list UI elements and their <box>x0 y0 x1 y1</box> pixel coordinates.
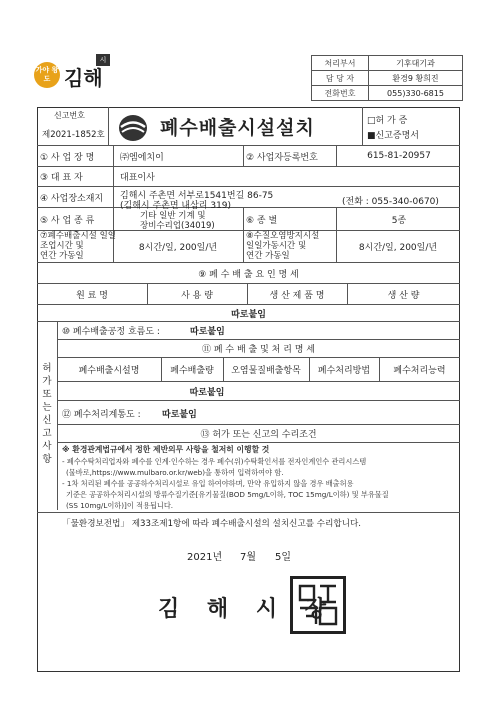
section10-label: ⑩ 폐수배출공정 흐름도 : <box>62 327 160 337</box>
phone-value: 055)330-6815 <box>369 86 463 101</box>
company-value: ㈜엠에치이 <box>120 152 164 163</box>
class-label: ⑥ 종 별 <box>246 215 278 226</box>
side-char: 는 <box>42 402 52 413</box>
dept-key: 처리부서 <box>312 56 369 71</box>
op-time-value: 8시간/일, 200일/년 <box>138 243 218 253</box>
prevention-time-label-line3: 연간 가동일 <box>246 251 290 261</box>
address-line1: 김해시 주촌면 서부로1541번길 86-75 <box>120 191 274 201</box>
op-time-label-line3: 연간 가동일 <box>40 251 84 261</box>
side-char: 신 <box>42 415 52 426</box>
note1-line2: (물바로,https://www.mulbaro.or.kr/web)을 통하여 입력하여야 함. <box>66 468 284 477</box>
op-time-label <box>40 231 116 261</box>
bizno-label: ② 사업자등록번호 <box>246 152 318 163</box>
representative-value: 대표이사 <box>120 173 155 183</box>
note-title: ※ 환경관계법규에서 정한 제반의무 사항을 철저히 이행할 것 <box>62 445 270 454</box>
date-year: 2021년 <box>187 552 223 563</box>
business-type-line1: 기타 일반 기계 및 <box>140 211 206 221</box>
col-product: 생 산 제 품 명 <box>269 290 325 301</box>
section12-value: 따로붙임 <box>162 410 197 420</box>
address-line2: (김해시 주촌면 내삼리 319) <box>120 201 232 211</box>
emblem-icon <box>118 114 148 142</box>
col-treatment: 폐수처리방법 <box>317 365 371 376</box>
note2-line2: 기준은 공공하수처리시설의 방류수질기준[유기물질(BOD 5mg/L이하, TOC 15mg/L이하) 및 부유물질 <box>66 490 389 499</box>
section10-value: 따로붙임 <box>190 327 225 337</box>
issuer-name: 김 해 시 장 <box>158 596 336 622</box>
col-raw-material: 원 료 명 <box>76 290 108 301</box>
section11-heading: ⑪ 폐 수 배 출 및 처 리 명 세 <box>202 345 315 355</box>
date-day: 5일 <box>275 552 292 563</box>
section9-heading: ⑨ 폐 수 배 출 요 인 명 세 <box>198 269 299 280</box>
section12-label: ⑫ 폐수처리계통도 : <box>62 410 141 420</box>
section11-attached: 따로붙임 <box>189 387 225 398</box>
prevention-time-label-line1: ⑧수질오염방지시설 <box>246 231 320 241</box>
checkbox-report: ■신고증명서 <box>367 131 419 141</box>
col-pollutants: 오염물질배출항목 <box>231 365 301 376</box>
logo-text: 김해 <box>64 66 103 90</box>
side-label <box>40 362 54 466</box>
side-char: 사 <box>42 441 52 452</box>
class-value: 5종 <box>391 215 407 226</box>
side-char: 가 <box>42 376 52 387</box>
note2-line3: (SS 10mg/L이하)]이 적용됩니다. <box>66 501 174 510</box>
logo-badge: 시 <box>96 54 110 66</box>
date-month: 7월 <box>240 552 257 563</box>
staff-key: 담 당 자 <box>312 71 369 86</box>
col-facility: 폐수배출시설명 <box>78 365 140 376</box>
prevention-time-label <box>246 231 319 261</box>
address-label: ④ 사업장소재지 <box>40 193 104 204</box>
logo-slogan: 가야 왕도 <box>34 62 60 88</box>
bizno-value: 615-81-20957 <box>367 151 431 161</box>
op-time-label-line1: ⑦폐수배출시설 일일 <box>40 231 117 241</box>
prevention-time-value: 8시간/일, 200일/년 <box>358 243 438 253</box>
op-time-label-line2: 조업시간 및 <box>40 241 84 251</box>
side-char: 또 <box>42 389 52 400</box>
company-label: ① 사 업 장 명 <box>40 152 95 163</box>
receipt-number: 제2021-1852호 <box>42 130 105 140</box>
section13-heading: ⑬ 허가 또는 신고의 수리조건 <box>200 430 317 440</box>
business-type-label: ⑤ 사 업 종 류 <box>40 215 95 226</box>
side-char: 항 <box>42 454 52 465</box>
prevention-time-label-line2: 일일가동시간 및 <box>246 241 307 251</box>
col-discharge: 폐수배출량 <box>170 365 214 376</box>
document-title: 폐수배출시설설치 <box>160 117 315 139</box>
business-type-line2: 장비수리업(34019) <box>140 221 215 231</box>
dept-value: 기후대기과 <box>369 56 463 71</box>
phone-key: 전화번호 <box>312 86 369 101</box>
staff-value: 환경9 황희진 <box>369 71 463 86</box>
city-logo <box>34 54 124 90</box>
col-usage: 사 용 량 <box>181 290 213 301</box>
official-seal <box>290 576 346 634</box>
note1-line1: - 폐수수탁처리업자와 폐수를 인계·인수하는 경우 폐수(위)수탁확인서를 전자인계인수 관리시스템 <box>62 457 367 466</box>
receipt-label: 신고번호 <box>54 111 85 120</box>
acceptance-statement: 「물환경보전법」 제33조제1항에 따라 폐수배출시설의 설치신고를 수리합니다. <box>62 519 362 529</box>
department-info-table <box>311 55 463 101</box>
representative-label: ③ 대 표 자 <box>40 173 83 183</box>
col-capacity: 폐수처리능력 <box>393 365 446 376</box>
side-char: 고 <box>42 428 52 439</box>
checkbox-permit: □허 가 증 <box>367 116 408 126</box>
address-phone: (전화 : 055-340-0670) <box>342 197 439 207</box>
side-char: 허 <box>42 363 52 374</box>
note2-line1: - 1차 처리된 폐수를 공공하수처리시설로 유입 하여야하며, 만약 유입하지 않을 경우 배출허용 <box>62 479 354 488</box>
section9-attached: 따로붙임 <box>231 309 266 320</box>
col-output: 생 산 량 <box>387 290 420 301</box>
